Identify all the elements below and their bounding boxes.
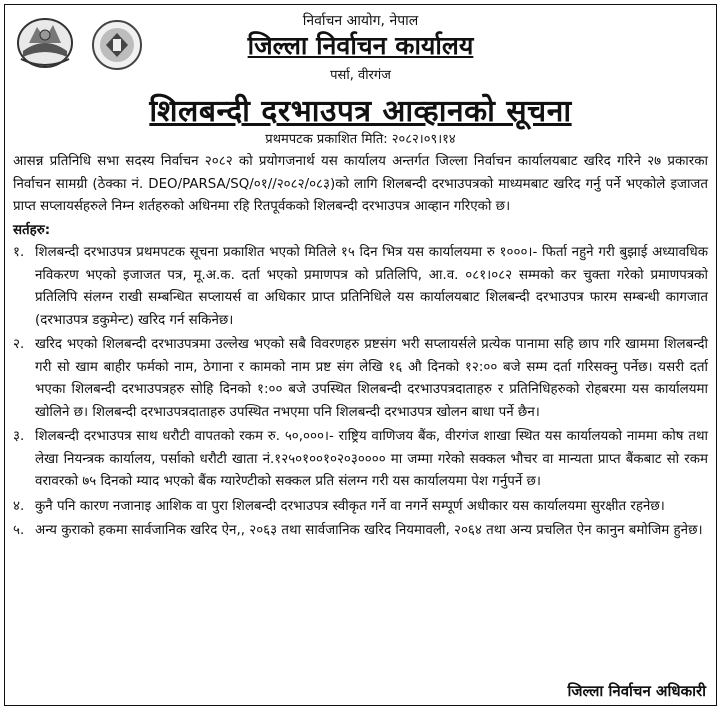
- condition-text: खरिद भएको शिलबन्दी दरभाउपत्रमा उल्लेख भएको सबै विवरणहरु प्रष्टसंग भरी सप्लायर्सले प्रत्येक पानामा सहि छाप गरि खाममा शिलबन्दी गरी सो खाम बाहीर फर्मको नाम, ठेगाना र कामको नाम प्रष्ट संग लेखि १६ औ दिनको १२:०० बजे सम्म दर्ता गरिसक्नु पर्नेछ। यसरी दर्ता भएका शिलबन्दी दरभाउपत्रहरु सोहि दिनको १:०० बजे उपस्थित शिलबन्दी दरभाउपत्रदाताहरु र प्रतिनिधिहरुको रोहबरमा यस कार्यालयमा खोलिने छ। शिलबन्दी दरभाउपत्रदाताहरु उपस्थित नभएमा पनि शिलबन्दी दरभाउपत्र खोलन बाधा पर्ने छैन।: [35, 337, 708, 420]
- org-line-2: जिल्ला निर्वाचन कार्यालय: [247, 31, 474, 60]
- intro-paragraph: आसन्न प्रतिनिधि सभा सदस्य निर्वाचन २०८२ को प्रयोगजनार्थ यस कार्यालय अन्तर्गत जिल्ला निर्वाचन कार्यालयबाट खरिद गरिने २७ प्रकारका निर्वाचन सामग्री (ठेक्का नं. DEO/PARSA/SQ/०१//२०८२/०८३)को लागि शिलबन्दी दरभाउपत्रको माध्यमबाट खरिद गर्नु पर्ने भएकोले इजाजत प्राप्त सप्लायर्सहरुले निम्न शर्तहरुको अधिनमा रहि रितपूर्वकको शिलबन्दी दरभाउपत्र आव्हान गरिएको छ।: [13, 154, 708, 214]
- condition-number: ४.: [13, 498, 25, 514]
- condition-item: [13, 496, 708, 519]
- condition-text: शिलबन्दी दरभाउपत्र प्रथमपटक सूचना प्रकाशित भएको मितिले १५ दिन भित्र यस कार्यालयमा रु १०००।- फिर्ता नहुने गरी बुझाई अध्यावधिक नविकरण भएको इजाजत पत्र, मू.अ.क. दर्ता भएको प्रमाणपत्र को प्रतिलिपि, आ.व. ०८१।०८२ सम्मको कर चुक्ता गरेको प्रमाणपत्रको प्रतिलिपि संलग्न राखी सम्बन्धित सप्लायर्स वा अधिकार प्राप्त प्रतिनिधिले यस कार्यालयबाट शिलबन्दी दरभाउपत्र फारम सम्बन्धी कागजात (दरभाउपत्र डकुमेन्ट) खरिद गर्न सकिनेछ।: [35, 245, 708, 328]
- condition-item: [13, 334, 708, 424]
- org-location: पर्सा, वीरगंज: [330, 68, 391, 83]
- condition-text: कुनै पनि कारण नजानाइ आशिक वा पुरा शिलबन्दी दरभाउपत्र स्वीकृत गर्ने वा नगर्ने सम्पूर्ण अधीकार यस कार्यालयमा सुरक्षीत रहनेछ।: [35, 498, 665, 514]
- notice-header: [5, 5, 716, 97]
- condition-number: ३.: [13, 429, 25, 444]
- notice-title: शिलबन्दी दरभाउपत्र आव्हानको सूचना: [149, 94, 572, 129]
- condition-number: ५.: [13, 523, 25, 538]
- published-date: प्रथमपटक प्रकाशित मिति: २०८२।०९।१४: [265, 132, 456, 147]
- condition-number: २.: [13, 337, 25, 352]
- conditions-label: सर्तहरु:: [13, 222, 51, 238]
- condition-item: [13, 520, 708, 543]
- condition-item: [13, 242, 708, 332]
- condition-text: शिलबन्दी दरभाउपत्र साथ धरौटी वापतको रकम रु. ५०,०००।- राष्ट्रिय वाणिजय बैंक, वीरगंज शाखा स्थित यस कार्यालयको नाममा कोष तथा लेखा नियन्त्रक कार्यालय, पर्साको धरौटी खाता नं.१२५०१००१०२०३०००० मा जम्मा गरेको सक्कल भौचर वा मान्यता प्राप्त बैंकबाट सो रकम वरावरको ७५ दिनको म्याद भएको बैंक ग्यारेण्टीको सक्कल प्रति संलग्न गरी यस कार्यालयमा पेश गर्नुपर्ने छ।: [35, 429, 708, 489]
- condition-item: [13, 426, 708, 494]
- notice-body: [13, 151, 708, 545]
- condition-text: अन्य कुराको हकमा सार्वजानिक खरिद ऐन,, २०६३ तथा सार्वजानिक खरिद नियमावली, २०६४ तथा अन्य प्रचलित ऐन कानुन बमोजिम हुनेछ।: [35, 523, 703, 538]
- conditions-list: [13, 242, 708, 543]
- org-line-1: निर्वाचन आयोग, नेपाल: [302, 13, 419, 29]
- notice-page: [4, 4, 717, 706]
- condition-number: १.: [13, 245, 25, 260]
- signature-title: जिल्ला निर्वाचन अधिकारी: [567, 682, 706, 700]
